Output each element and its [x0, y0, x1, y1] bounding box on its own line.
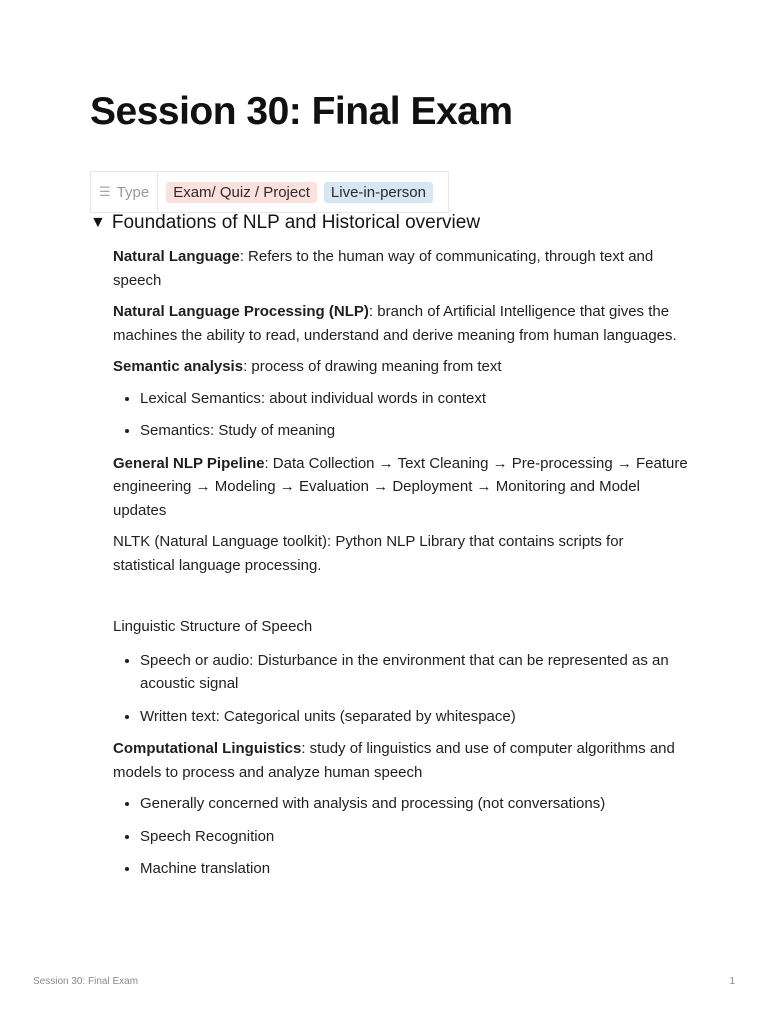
- toggle-content: [113, 245, 688, 890]
- tag-exam-quiz-project: Exam/ Quiz / Project: [166, 182, 317, 203]
- paragraph-nlp-pipeline: [113, 452, 688, 523]
- list-item: • Machine translation: [140, 857, 688, 881]
- term: Natural Language Processing (NLP): [113, 303, 369, 320]
- paragraph-natural-language: [113, 245, 688, 292]
- property-row: [90, 171, 449, 213]
- term: Computational Linguistics: [113, 740, 302, 757]
- page-number: 1: [729, 976, 735, 987]
- property-name[interactable]: [91, 172, 158, 212]
- list-item: • Written text: Categorical units (separated by whitespace): [140, 705, 688, 729]
- bullet-list: [113, 649, 688, 729]
- definition: : Refers to the human way of communicating, through text and speech: [113, 248, 654, 289]
- bullet-list: [113, 792, 688, 881]
- empty-block: [113, 585, 688, 615]
- list-item: • Semantics: Study of meaning: [140, 419, 688, 443]
- term: General NLP Pipeline: [113, 454, 265, 472]
- bullet-list: [113, 387, 688, 443]
- term: Semantic analysis: [113, 358, 244, 375]
- definition: : branch of Artificial Intelligence that gives the machines the ability to read, understand and derive meaning from human languages.: [113, 303, 677, 344]
- toggle-block[interactable]: [90, 212, 480, 234]
- paragraph-computational-linguistics: [113, 737, 688, 784]
- list-item: • Lexical Semantics: about individual words in context: [140, 387, 688, 411]
- tag-live-in-person: Live-in-person: [324, 182, 433, 203]
- footer-title: Session 30: Final Exam: [33, 976, 139, 987]
- property-label: Type: [116, 183, 150, 201]
- paragraph-nlp: [113, 300, 688, 347]
- list-item: • Speech Recognition: [140, 825, 688, 849]
- toggle-arrow-icon[interactable]: ▼: [90, 214, 106, 231]
- toggle-heading: Foundations of NLP and Historical overview: [111, 212, 481, 233]
- definition: : study of linguistics and use of computer algorithms and models to process and analyze human speech: [113, 740, 675, 781]
- definition: : Data Collection → Text Cleaning → Pre-processing → Feature engineering → Modeling → Evaluation → Deployment → Monitoring and Model updates: [113, 454, 688, 519]
- paragraph-nltk: NLTK (Natural Language toolkit): Python NLP Library that contains scripts for statistical language processing.: [113, 533, 624, 574]
- list-item: • Speech or audio: Disturbance in the environment that can be represented as an acoustic signal: [140, 649, 688, 696]
- list-item: • Generally concerned with analysis and processing (not conversations): [140, 792, 688, 816]
- property-values[interactable]: [158, 172, 448, 212]
- paragraph-linguistic-structure: Linguistic Structure of Speech: [113, 618, 313, 635]
- term: Natural Language: [113, 248, 240, 265]
- definition: : process of drawing meaning from text: [243, 358, 502, 375]
- paragraph-semantic-analysis: [113, 355, 688, 379]
- list-icon: ☰: [99, 184, 111, 199]
- page-title: Session 30: Final Exam: [90, 90, 513, 133]
